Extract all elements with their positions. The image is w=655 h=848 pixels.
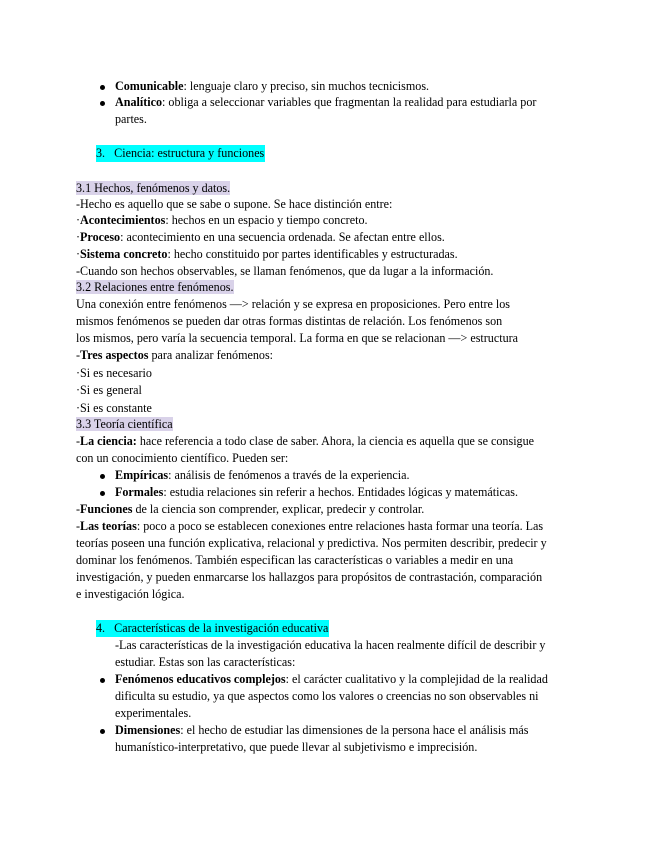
- paragraph-line: -Las características de la investigación educativa la hacen realmente difícil de describir y: [115, 638, 546, 652]
- paragraph-line: ·Sistema concreto: hecho constituido por partes identificables y estructuradas.: [76, 247, 458, 261]
- paragraph-line: ·Acontecimientos: hechos en un espacio y tiempo concreto.: [76, 213, 368, 227]
- paragraph-line: con un conocimiento científico. Pueden ser:: [76, 451, 289, 465]
- list-item-continuation: partes.: [115, 112, 147, 126]
- list-item-formales: Formales: estudia relaciones sin referir a hechos. Entidades lógicas y matemáticas.: [115, 485, 518, 499]
- list-item-fenomenos-complejos: Fenómenos educativos complejos: el carácter cualitativo y la complejidad de la realidad: [115, 672, 548, 686]
- subsection-heading-3-3: 3.3 Teoría científica: [76, 417, 173, 431]
- bullet-icon: [100, 101, 105, 106]
- bullet-icon: [100, 729, 105, 734]
- bullet-icon: [100, 491, 105, 496]
- paragraph-line: -Las teorías: poco a poco se establecen conexiones entre relaciones hasta formar una teoría. Las: [76, 519, 544, 533]
- paragraph-line: ·Si es necesario: [76, 366, 152, 380]
- paragraph-line: -Funciones de la ciencia son comprender, explicar, predecir y controlar.: [76, 502, 425, 516]
- list-item-continuation: experimentales.: [115, 706, 192, 720]
- paragraph-line: ·Proceso: acontecimiento en una secuencia ordenada. Se afectan entre ellos.: [76, 230, 445, 244]
- paragraph-line: mismos fenómenos se pueden dar otras formas distintas de relación. Los fenómenos son: [76, 314, 503, 328]
- section-heading-4: 4. Características de la investigación educativa: [96, 621, 329, 635]
- paragraph-line: -Tres aspectos para analizar fenómenos:: [76, 348, 274, 362]
- section-heading-3: 3. Ciencia: estructura y funciones: [96, 146, 265, 160]
- bullet-icon: [100, 678, 105, 683]
- bullet-icon: [100, 474, 105, 479]
- list-item-continuation: humanístico-interpretativo, que puede llevar al subjetivismo e imprecisión.: [115, 740, 478, 754]
- paragraph-line: investigación, y pueden enmarcarse los hallazgos para propósitos de contrastación, comparación: [76, 570, 543, 584]
- paragraph-line: -La ciencia: hace referencia a todo clase de saber. Ahora, la ciencia es aquella que se consigue: [76, 434, 535, 448]
- list-item-analitico: Analítico: obliga a seleccionar variables que fragmentan la realidad para estudiarla por: [115, 95, 537, 109]
- paragraph-line: los mismos, pero varía la secuencia temporal. La forma en que se relacionan —> estructura: [76, 331, 519, 345]
- subsection-heading-3-1: 3.1 Hechos, fenómenos y datos.: [76, 181, 231, 195]
- bullet-icon: [100, 85, 105, 90]
- paragraph-line: teorías poseen una función explicativa, relacional y predictiva. Nos permiten describir, predecir y: [76, 536, 547, 550]
- list-item-continuation: dificulta su estudio, ya que aspectos como los valores o creencias no son observables ni: [115, 689, 539, 703]
- subsection-heading-3-2: 3.2 Relaciones entre fenómenos.: [76, 280, 234, 294]
- paragraph-line: -Hecho es aquello que se sabe o supone. Se hace distinción entre:: [76, 197, 393, 211]
- paragraph-line: -Cuando son hechos observables, se llaman fenómenos, que da lugar a la información.: [76, 264, 494, 278]
- paragraph-line: e investigación lógica.: [76, 587, 185, 601]
- paragraph-line: ·Si es general: [76, 383, 142, 397]
- paragraph-line: Una conexión entre fenómenos —> relación y se expresa en proposiciones. Pero entre los: [76, 297, 510, 311]
- paragraph-line: estudiar. Estas son las características:: [115, 655, 296, 669]
- paragraph-line: ·Si es constante: [76, 401, 152, 415]
- list-item-dimensiones: Dimensiones: el hecho de estudiar las dimensiones de la persona hace el análisis más: [115, 723, 529, 737]
- list-item-comunicable: Comunicable: lenguaje claro y preciso, sin muchos tecnicismos.: [115, 79, 430, 93]
- paragraph-line: dominar los fenómenos. También especifican las características o variables a medir en una: [76, 553, 514, 567]
- list-item-empiricas: Empíricas: análisis de fenómenos a través de la experiencia.: [115, 468, 410, 482]
